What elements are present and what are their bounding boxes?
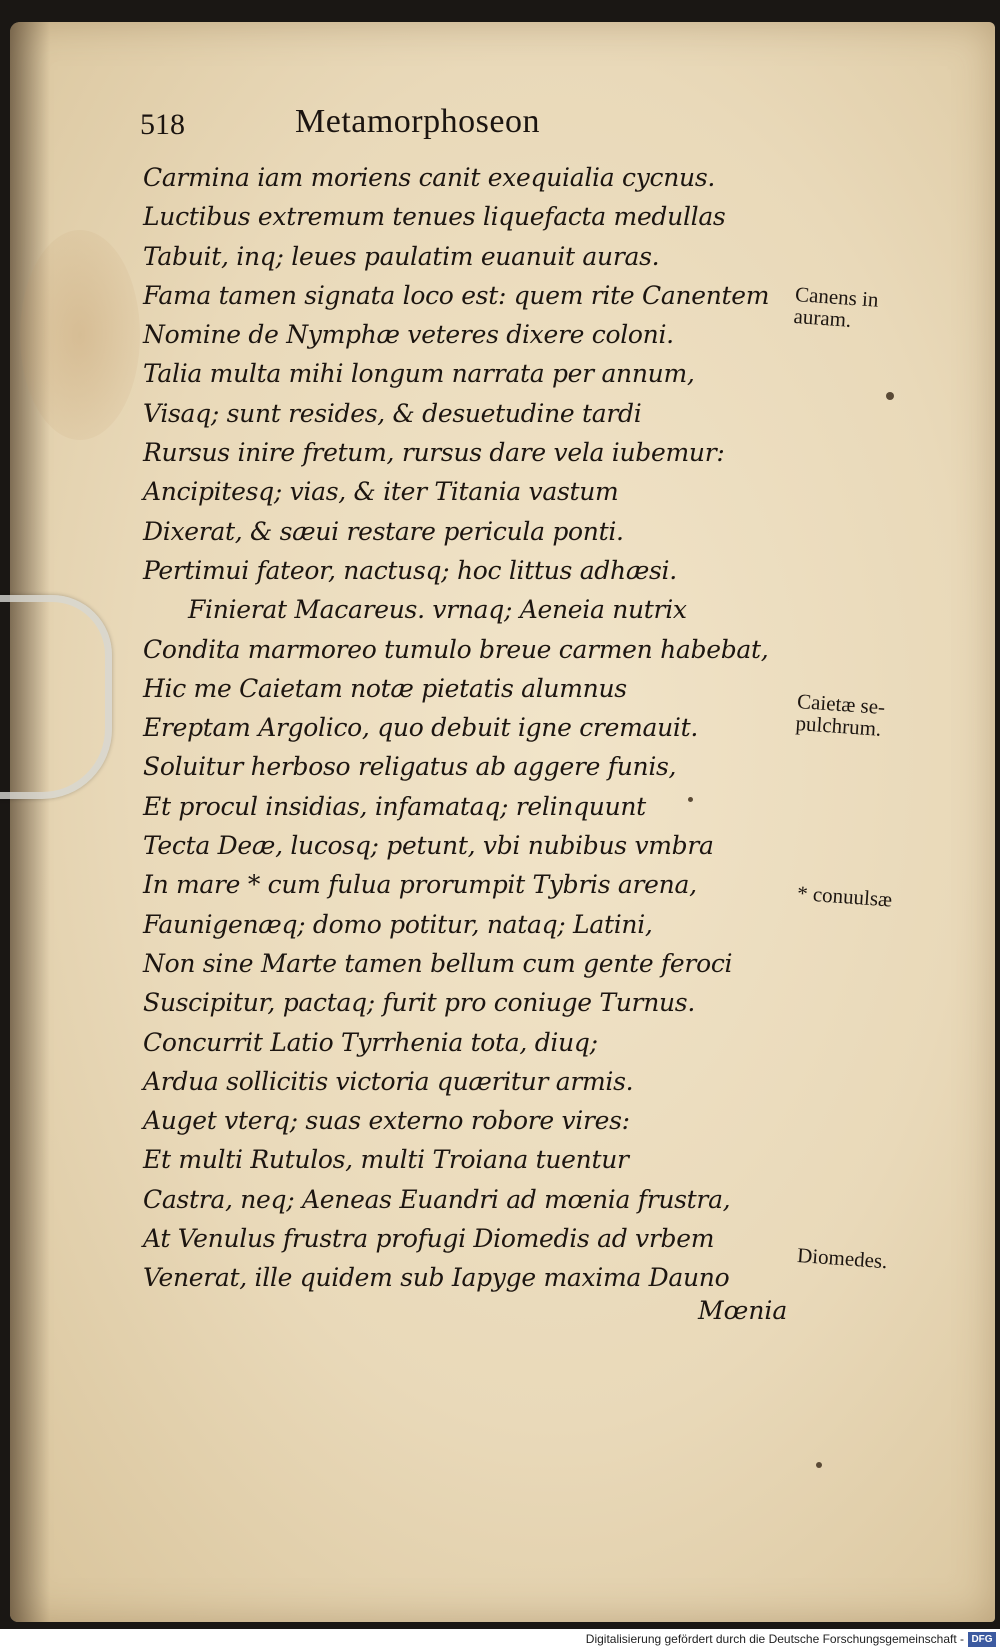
ink-spot — [816, 1462, 822, 1468]
margin-note-line: Canens in — [794, 282, 880, 312]
paper-stain — [20, 230, 140, 440]
margin-note-line: pulchrum. — [794, 710, 883, 741]
verse-line: Concurrit Latio Tyrrhenia tota, diuq; — [143, 1027, 598, 1057]
verse-line: Ardua sollicitis victoria quæritur armis. — [143, 1066, 634, 1096]
margin-note-caieta — [795, 690, 886, 740]
verse-line: Tecta Deæ, lucosq; petunt, vbi nubibus vmbra — [143, 831, 714, 861]
verse-line: Et procul insidias, infamataq; relinquunt — [143, 791, 646, 821]
dfg-logo: DFG — [968, 1632, 996, 1647]
verse-line: Rursus inire fretum, rursus dare vela iubemur: — [143, 438, 725, 468]
margin-note-line: auram. — [792, 303, 853, 332]
verse-line: Carmina iam moriens canit exequialia cycnus. — [143, 163, 716, 192]
running-title: Metamorphoseon — [295, 103, 540, 140]
verse-line: Soluitur herboso religatus ab aggere funis, — [143, 752, 677, 782]
margin-note-line: * conuulsæ — [796, 881, 893, 912]
verse-line: Et multi Rutulos, multi Troiana tuentur — [143, 1145, 629, 1175]
verse-line: Condita marmoreo tumulo breue carmen habebat, — [143, 634, 769, 664]
verse-line: At Venulus frustra profugi Diomedis ad vrbem — [143, 1224, 715, 1254]
verse-line: Fama tamen signata loco est: quem rite Canentem — [143, 280, 770, 310]
verse-line: Venerat, ille quidem sub Iapyge maxima Dauno — [143, 1263, 730, 1293]
verse-line: Suscipitur, pactaq; furit pro coniuge Turnus. — [143, 988, 695, 1018]
margin-note-line: Caietæ se- — [796, 689, 886, 720]
verse-line: Faunigenæq; domo potitur, nataq; Latini, — [143, 909, 653, 939]
verse-line: Nomine de Nymphæ veteres dixere coloni. — [143, 320, 674, 350]
verse-line: Visaq; sunt resides, & desuetudine tardi — [143, 398, 642, 428]
verse-line: Pertimui fateor, nactusq; hoc littus adhæsi. — [143, 555, 677, 585]
verse-line: Luctibus extremum tenues liquefacta medullas — [143, 202, 726, 232]
page-clip — [0, 595, 112, 799]
verse-line: Ancipitesq; vias, & iter Titania vastum — [143, 477, 619, 507]
ink-spot — [886, 392, 894, 400]
funding-credit: Digitalisierung gefördert durch die Deutsche Forschungsgemeinschaft - — [585, 1632, 964, 1646]
catchword: Mœnia — [698, 1296, 788, 1325]
verse-line: Talia multa mihi longum narrata per annum, — [143, 359, 695, 389]
verse-text — [143, 158, 783, 1298]
verse-line: Dixerat, & sæui restare pericula ponti. — [143, 516, 624, 546]
verse-line: Tabuit, inq; leues paulatim euanuit auras. — [143, 241, 660, 271]
verse-line: Finierat Macareus. vrnaq; Aeneia nutrix — [188, 595, 687, 625]
verse-line: Hic me Caietam notæ pietatis alumnus — [143, 673, 627, 703]
page-header — [140, 98, 760, 148]
verse-line: In mare * cum fulua prorumpit Tybris arena, — [143, 870, 697, 900]
verse-line: Castra, neq; Aeneas Euandri ad mœnia frustra, — [143, 1184, 731, 1214]
margin-note-line: Diomedes. — [796, 1243, 889, 1274]
verse-line: Ereptam Argolico, quo debuit igne cremauit. — [143, 713, 698, 743]
margin-note-canens — [793, 283, 879, 333]
footer-bar — [0, 1629, 1000, 1651]
verse-line: Non sine Marte tamen bellum cum gente feroci — [143, 948, 733, 978]
verse-line: Auget vterq; suas externo robore vires: — [143, 1106, 630, 1136]
page-number: 518 — [140, 108, 185, 141]
